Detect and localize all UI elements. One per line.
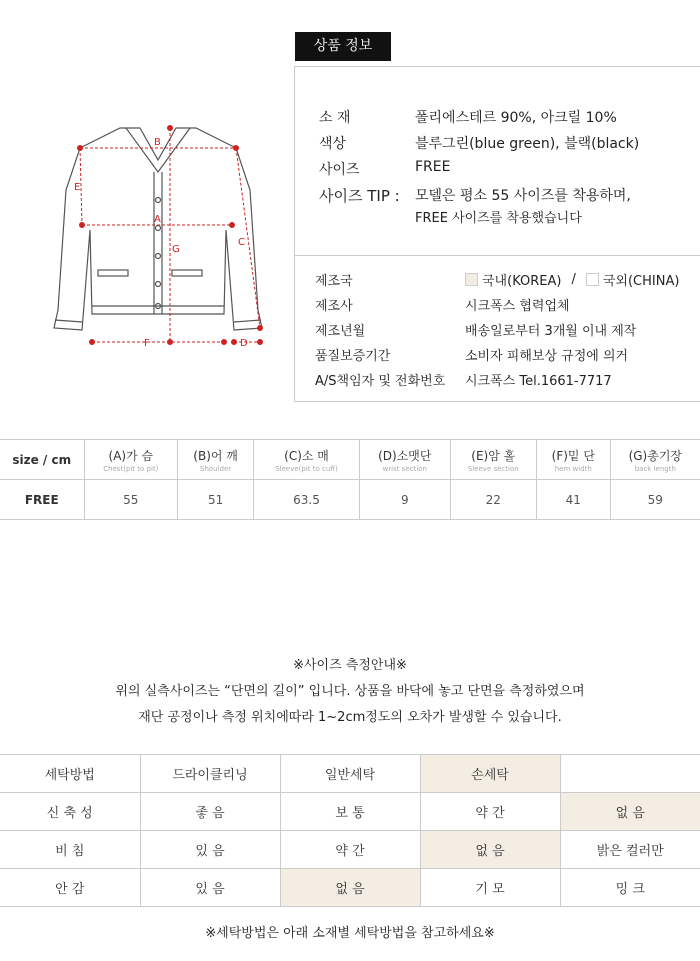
wash-cell: 있 음 — [140, 831, 280, 869]
wash-cell-selected: 없 음 — [420, 831, 560, 869]
label-c: C — [238, 237, 245, 248]
maker-as-contact: A/S책임자 및 전화번호 시크폭스 Tel.1661-7717 — [315, 374, 612, 389]
table-row — [0, 793, 700, 831]
spec-size-tip: 사이즈 TIP : 모델은 평소 55 사이즈를 착용하며, — [319, 187, 631, 205]
size-row-label: FREE — [0, 480, 84, 520]
table-row — [0, 831, 700, 869]
size-col-chest: (A)가 슴 Chest(pit to pit) — [84, 440, 178, 480]
measure-note-line1: 위의 실측사이즈는 “단면의 길이” 입니다. 상품을 바닥에 놓고 단면을 측정하였으며 — [115, 684, 585, 699]
size-cell: 51 — [178, 480, 254, 520]
product-spec-box — [294, 66, 700, 256]
label-f: F — [144, 338, 150, 349]
size-col-length: (G)총기장 back length — [610, 440, 700, 480]
size-col-wrist: (D)소맷단 wrist section — [360, 440, 451, 480]
wash-cell: 일반세탁 — [280, 755, 420, 793]
wash-cell-selected: 손세탁 — [420, 755, 560, 793]
size-table — [0, 439, 700, 520]
maker-origin: 제조국 국내(KOREA) / 국외(CHINA) — [315, 272, 680, 289]
wash-cell: 보 통 — [280, 793, 420, 831]
wash-cell: 안 감 — [0, 869, 140, 907]
maker-date: 제조년월 배송일로부터 3개월 이내 제작 — [315, 324, 637, 339]
table-row — [0, 869, 700, 907]
wash-table — [0, 754, 700, 907]
size-col-armhole: (E)암 홀 Sleeve section — [450, 440, 536, 480]
wash-cell: 있 음 — [140, 869, 280, 907]
wash-cell: 기 모 — [420, 869, 560, 907]
spec-size: 사이즈 FREE — [319, 159, 451, 178]
wash-cell: 약 간 — [420, 793, 560, 831]
cardigan-measurement-diagram — [40, 110, 280, 370]
origin-korea-checkbox[interactable] — [465, 273, 478, 286]
wash-cell: 신 축 성 — [0, 793, 140, 831]
label-g: G — [172, 244, 180, 255]
wash-cell: 세탁방법 — [0, 755, 140, 793]
measure-note-title: ※사이즈 측정안내※ — [293, 658, 407, 673]
wash-cell-selected: 없 음 — [560, 793, 700, 831]
size-table-header — [0, 440, 700, 480]
size-cell: 9 — [360, 480, 451, 520]
wash-cell: 약 간 — [280, 831, 420, 869]
spec-color: 색상 블루그린(blue green), 블랙(black) — [319, 136, 640, 152]
size-col-sleeve: (C)소 매 Sleeve(pit to cuff) — [254, 440, 360, 480]
wash-cell: 드라이클리닝 — [140, 755, 280, 793]
table-row — [0, 480, 700, 520]
label-d: D — [240, 338, 248, 349]
label-b: B — [154, 137, 161, 148]
label-e: E — [74, 182, 81, 193]
wash-cell: 밍 크 — [560, 869, 700, 907]
wash-cell-selected: 없 음 — [280, 869, 420, 907]
wash-cell — [560, 755, 700, 793]
size-cell: 22 — [450, 480, 536, 520]
wash-note: ※세탁방법은 아래 소재별 세탁방법을 참고하세요※ — [205, 926, 495, 941]
wash-cell: 비 침 — [0, 831, 140, 869]
size-col-hem: (F)밑 단 hem width — [536, 440, 610, 480]
section-title: 상품 정보 — [295, 32, 391, 61]
wash-cell: 밝은 컬러만 — [560, 831, 700, 869]
maker-manufacturer: 제조사 시크폭스 협력업체 — [315, 299, 570, 314]
table-row — [0, 755, 700, 793]
size-cell: 63.5 — [254, 480, 360, 520]
origin-china-checkbox[interactable] — [586, 273, 599, 286]
size-cell: 55 — [84, 480, 178, 520]
size-table-corner: size / cm — [0, 440, 84, 480]
size-tip-line2: FREE 사이즈를 착용했습니다 — [415, 211, 582, 226]
size-cell: 59 — [610, 480, 700, 520]
spec-material: 소 재 폴리에스테르 90%, 아크릴 10% — [319, 110, 617, 126]
maker-info-box — [294, 256, 700, 402]
maker-warranty: 품질보증기간 소비자 피해보상 규정에 의거 — [315, 349, 629, 364]
size-col-shoulder: (B)어 깨 Shoulder — [178, 440, 254, 480]
wash-cell: 좋 음 — [140, 793, 280, 831]
size-cell: 41 — [536, 480, 610, 520]
measure-note-line2: 재단 공정이나 측정 위치에따라 1~2cm정도의 오차가 발생할 수 있습니다. — [138, 710, 562, 725]
label-a: A — [154, 214, 161, 225]
